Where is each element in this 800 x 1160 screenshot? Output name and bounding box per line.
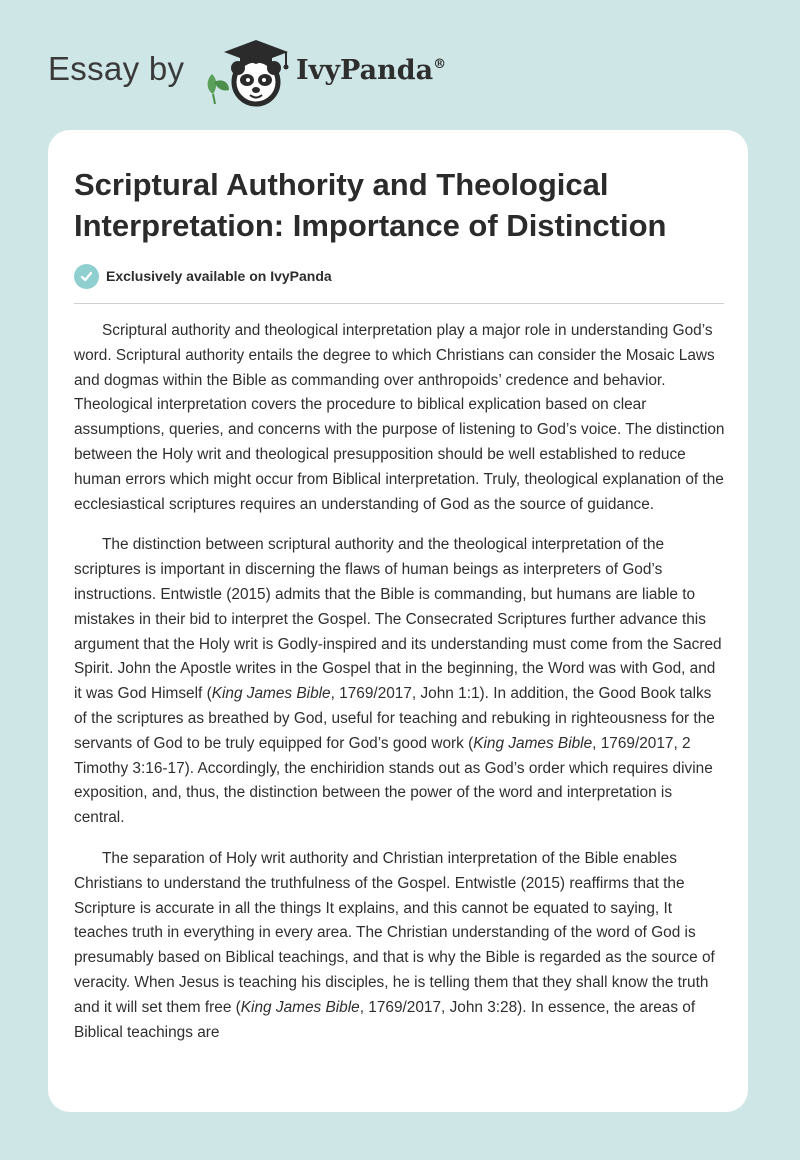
paragraph [74, 847, 726, 1045]
essay-body [74, 319, 726, 1061]
paragraph-text: , 1769/2017, John 3:28). In essence, the areas of Biblical teachings are [74, 998, 696, 1041]
exclusive-badge [74, 263, 332, 289]
brand-text: IvyPanda [296, 55, 434, 86]
panda-logo-icon[interactable] [202, 38, 294, 108]
paragraph-text: The separation of Holy writ authority and Christian interpretation of the Bible enables Christians to understand the truthfulness of the Gospel. Entwistle (2015) reaffirms that the Scripture is accurate in all the things It explains, and this cannot be equated to saying, It teaches truth in everything in every area. The Christian understanding of the word of God is presumably based on Biblical teachings, and that is why the Bible is regarded as the source of veracity. When Jesus is teaching his disciples, he is telling them that they shall know the truth and it will set them free ( [74, 849, 715, 1016]
citation-title: King James Bible [240, 998, 360, 1016]
essay-card [48, 130, 748, 1112]
paragraph-text: , 1769/2017, 2 Timothy 3:16-17). Accordingly, the enchiridion stands out as God’s order which requires divine exposition, and, thus, the distinction between the power of the word and interpretation is central. [74, 734, 713, 827]
citation-title: King James Bible [211, 685, 331, 703]
site-header [48, 38, 648, 108]
leaf-icon [208, 74, 229, 104]
check-icon [74, 264, 99, 289]
paragraph [74, 319, 726, 517]
citation-title: King James Bible [473, 734, 593, 752]
paragraph-text: , 1769/2017, John 1:1). In addition, the Good Book talks of the scriptures as breathed by God, useful for teaching and rebuking in righteousness for the servants of God to be truly equipped for God’s good work ( [74, 685, 715, 752]
paragraph [74, 533, 726, 831]
page-title: Scriptural Authority and Theological Interpretation: Importance of Distinction [74, 167, 667, 243]
registered-mark: ® [433, 57, 447, 72]
paragraph-text: Scriptural authority and theological interpretation play a major role in understanding God’s word. Scriptural authority entails the degree to which Christians can consider the Mosaic Laws and dogmas within the Bible as commanding over anthropoids’ credence and behavior. Theological interpretation covers the procedure to biblical explication based on clear assumptions, queries, and concerns with the purpose of listening to God’s voice. The distinction between the Holy writ and theological presupposition should be well established to reduce human errors which might occur from Biblical interpretation. Truly, theological explanation of the ecclesiastical scriptures requires an understanding of God as the source of guidance. [74, 322, 725, 513]
brand-name[interactable] [296, 55, 446, 86]
essay-by-label: Essay by [48, 50, 185, 87]
paragraph-text: The distinction between scriptural authority and the theological interpretation of the scriptures is important in discerning the flaws of human beings as interpreters of God’s instructions. Entwistle (2015) admits that the Bible is commanding, but humans are liable to mistakes in their bid to interpret the Gospel. The Consecrated Scriptures further advance this argument that the Holy writ is Godly-inspired and its understanding must come from the Sacred Spirit. John the Apostle writes in the Gospel that in the beginning, the Word was with God, and it was God Himself ( [74, 536, 722, 703]
divider [74, 303, 724, 304]
badge-label: Exclusively available on IvyPanda [106, 268, 332, 284]
